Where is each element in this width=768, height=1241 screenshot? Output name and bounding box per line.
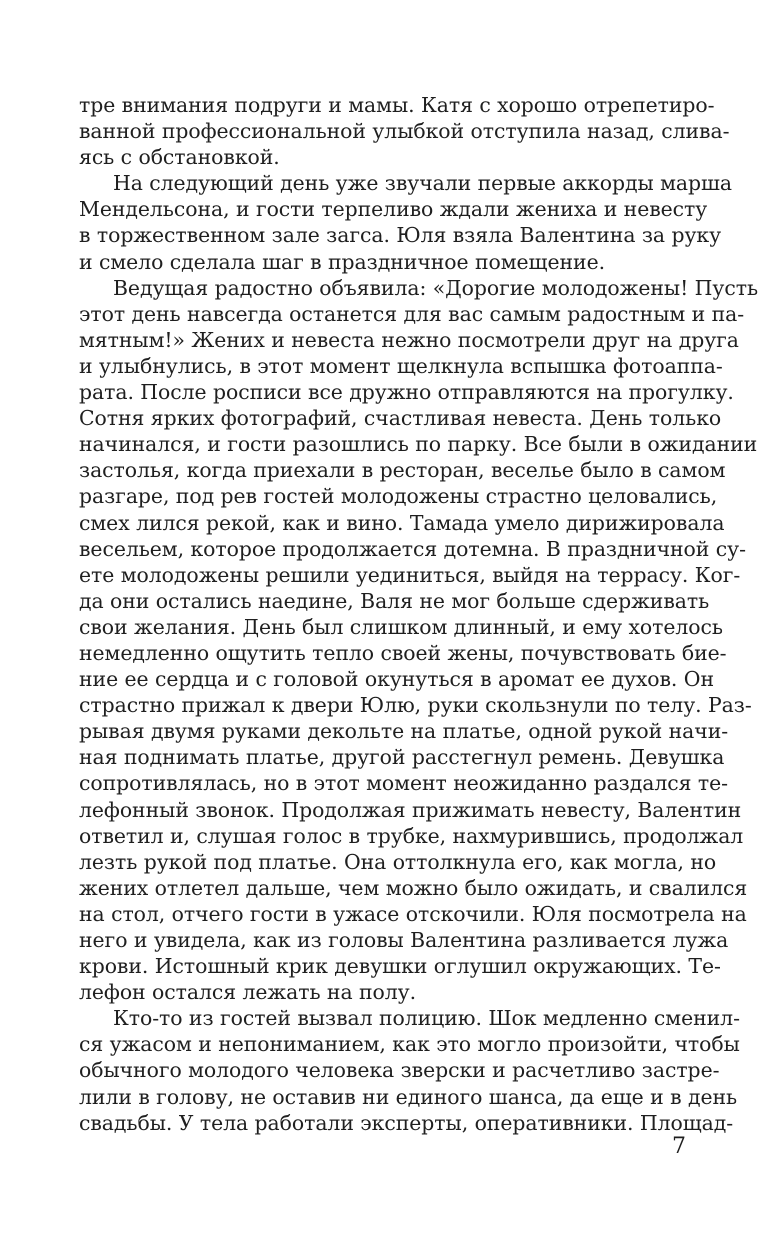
- page-number: 7: [672, 1134, 686, 1159]
- text-line: Ведущая радостно объявила: «Дорогие молодожены! Пусть: [113, 275, 759, 300]
- text-line: ясь с обстановкой.: [79, 145, 280, 170]
- text-line: смех лился рекой, как и вино. Тамада умело дирижировала: [79, 510, 725, 535]
- text-line: свадьбы. У тела работали эксперты, оперативники. Площад-: [79, 1110, 734, 1135]
- text-line: этот день навсегда останется для вас самым радостным и па-: [79, 301, 745, 326]
- text-line: страстно прижал к двери Юлю, руки скользнули по телу. Раз-: [79, 693, 752, 718]
- text-line: сопротивлялась, но в этот момент неожиданно раздался те-: [79, 771, 728, 796]
- text-line: ся ужасом и непониманием, как это могло произойти, чтобы: [79, 1032, 740, 1057]
- text-line: ответил и, слушая голос в трубке, нахмурившись, продолжал: [79, 823, 744, 848]
- text-line: немедленно ощутить тепло своей жены, почувствовать бие-: [79, 640, 727, 665]
- text-line: ние ее сердца и с головой окунуться в аромат ее духов. Он: [79, 667, 715, 692]
- text-line: ная поднимать платье, другой расстегнул ремень. Девушка: [79, 745, 725, 770]
- text-line: и смело сделала шаг в праздничное помещение.: [79, 249, 606, 274]
- text-line: лили в голову, не оставив ни единого шанса, да еще и в день: [79, 1084, 738, 1109]
- text-line: крови. Истошный крик девушки оглушил окружающих. Те-: [79, 954, 721, 979]
- text-line: да они остались наедине, Валя не мог больше сдерживать: [79, 588, 710, 613]
- text-line: жених отлетел дальше, чем можно было ожидать, и свалился: [79, 875, 748, 900]
- text-line: Мендельсона, и гости терпеливо ждали жениха и невесту: [79, 197, 708, 222]
- text-line: в торжественном зале загса. Юля взяла Валентина за руку: [79, 223, 722, 248]
- text-line: разгаре, под рев гостей молодожены страстно целовались,: [79, 484, 718, 509]
- text-line: Сотня ярких фотографий, счастливая невеста. День только: [79, 406, 722, 431]
- text-line: ванной профессиональной улыбкой отступила назад, слива-: [79, 119, 730, 144]
- text-line: начинался, и гости разошлись по парку. Все были в ожидании: [79, 432, 758, 457]
- text-line: лефонный звонок. Продолжая прижимать невесту, Валентин: [79, 797, 742, 822]
- text-line: рывая двумя руками декольте на платье, одной рукой начи-: [79, 719, 729, 744]
- text-line: лефон остался лежать на полу.: [79, 980, 417, 1005]
- text-line: мятным!» Жених и невеста нежно посмотрели друг на друга: [79, 327, 739, 352]
- text-line: тре внимания подруги и мамы. Катя с хорошо отрепетиро-: [79, 93, 715, 117]
- text-line: на стол, отчего гости в ужасе отскочили. Юля посмотрела на: [79, 901, 747, 926]
- text-line: рата. После росписи все дружно отправляются на прогулку.: [79, 380, 734, 405]
- text-line: весельем, которое продолжается дотемна. В праздничной су-: [79, 536, 746, 561]
- text-line: обычного молодого человека зверски и расчетливо застре-: [79, 1058, 720, 1083]
- text-line: застолья, когда приехали в ресторан, веселье было в самом: [79, 458, 726, 483]
- text-line: свои желания. День был слишком длинный, и ему хотелось: [79, 614, 723, 639]
- text-line: Кто-то из гостей вызвал полицию. Шок медленно сменил-: [113, 1006, 740, 1031]
- text-line: ете молодожены решили уединиться, выйдя на террасу. Ког-: [79, 562, 741, 587]
- text-line: и улыбнулись, в этот момент щелкнула вспышка фотоаппа-: [79, 353, 723, 378]
- page-body: [79, 92, 759, 1136]
- text-line: На следующий день уже звучали первые аккорды марша: [113, 171, 733, 196]
- text-line: него и увидела, как из головы Валентина разливается лужа: [79, 928, 729, 952]
- text-line: лезть рукой под платье. Она оттолкнула его, как могла, но: [79, 849, 717, 874]
